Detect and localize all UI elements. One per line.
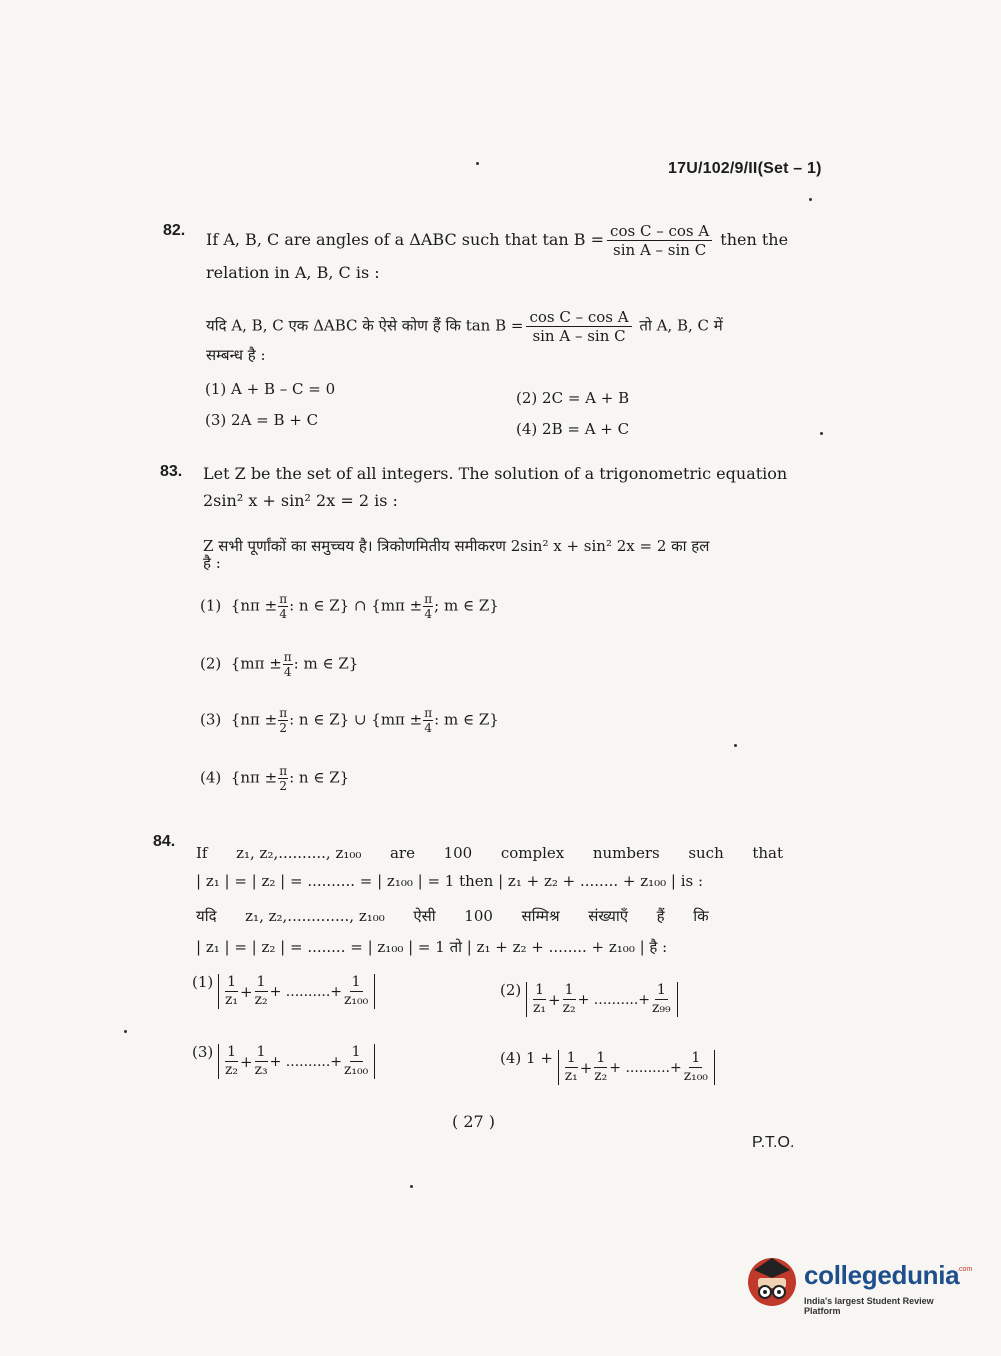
q83-hi-line1: Z सभी पूर्णांकों का समुच्चय है। त्रिकोणमितीय समीकरण 2sin² x + sin² 2x = 2 का हल — [203, 537, 710, 555]
option-text: 2B = A + C — [542, 420, 630, 438]
ellipsis: + ..........+ — [609, 1059, 682, 1076]
question-82-hindi — [206, 308, 723, 345]
q82-option-4 — [516, 420, 629, 438]
option-label: (4) — [516, 420, 538, 438]
brand-tagline: India's largest Student Review Platform — [804, 1296, 934, 1316]
pi-over-4 — [278, 592, 288, 621]
fraction — [225, 974, 238, 1009]
denominator: 4 — [424, 607, 433, 621]
denominator: z₂ — [254, 992, 268, 1008]
denominator: z₁ — [564, 1068, 578, 1084]
numerator: 1 — [656, 982, 666, 998]
denominator: 2 — [279, 779, 287, 793]
denominator: 4 — [279, 607, 287, 621]
q84-option-2 — [500, 980, 678, 1017]
q82-en-end: then the — [720, 230, 789, 249]
option-label: (1) — [205, 380, 227, 398]
denominator: z₁₀₀ — [683, 1068, 708, 1084]
q83-hi-line2: है : — [203, 554, 221, 572]
option-label: (2) — [200, 654, 222, 673]
q83-option-3 — [200, 706, 499, 735]
plus-sign: + — [240, 982, 253, 1001]
page-number: ( 27 ) — [452, 1112, 496, 1131]
option-part: : n ∈ Z} ∩ {mπ ± — [289, 596, 423, 615]
option-label: (4) — [200, 768, 222, 787]
pi-over-4 — [283, 650, 293, 679]
option-part: : m ∈ Z} — [293, 654, 359, 673]
pi-over-4 — [423, 592, 433, 621]
ellipsis: + ..........+ — [577, 991, 651, 1008]
brand-dotcom: .com — [957, 1266, 973, 1273]
numerator: π — [424, 706, 433, 720]
numerator: π — [283, 650, 292, 664]
option-label: (2) — [500, 981, 522, 999]
denominator: z₂ — [594, 1068, 608, 1084]
option-part: {nπ ± — [230, 768, 278, 787]
collegedunia-logo — [744, 1252, 973, 1316]
numerator: π — [279, 592, 288, 606]
denominator: z₁₀₀ — [344, 992, 369, 1008]
q82-option-2 — [516, 389, 629, 407]
q82-fraction — [607, 222, 712, 259]
numerator: 1 — [564, 982, 574, 998]
option-label: (4) — [500, 1049, 522, 1067]
pi-over-4 — [423, 706, 433, 735]
paper-code: 17U/102/9/II(Set – 1) — [668, 160, 822, 177]
q84-en-line1: If z₁, z₂,.........., z₁₀₀ are 100 complex numbers such that — [196, 844, 784, 862]
denominator: z₁ — [533, 1000, 547, 1016]
q84-option-1 — [192, 972, 375, 1009]
q83-option-2 — [200, 650, 358, 679]
modulus-expression — [218, 1044, 375, 1079]
scan-speck — [809, 198, 812, 201]
option-label: (1) — [192, 973, 214, 991]
question-number: 84. — [153, 833, 176, 850]
fraction — [652, 982, 671, 1017]
numerator: 1 — [351, 1044, 361, 1060]
option-text: 2A = B + C — [231, 411, 319, 429]
plus-sign: + — [579, 1058, 593, 1077]
q82-en-start: If A, B, C are angles of a ΔABC such that tan B = — [206, 230, 605, 249]
denominator: z₉₉ — [652, 1000, 671, 1016]
q82-en-line2: relation in A, B, C is : — [206, 263, 380, 282]
option-label: (3) — [205, 411, 227, 429]
q83-en-line1: Let Z be the set of all integers. The solution of a trigonometric equation — [203, 464, 788, 483]
numerator: 1 — [256, 1044, 266, 1060]
q82-hi-end: तो A, B, C में — [639, 316, 723, 335]
option-part: : n ∈ Z} — [289, 768, 350, 787]
scan-speck — [410, 1185, 413, 1188]
q84-hi-line1: यदि z₁, z₂,............., z₁₀₀ ऐसी 100 सम्मिश्र संख्याएँ हैं कि — [196, 907, 709, 925]
fraction — [344, 1044, 368, 1079]
scan-speck — [476, 162, 479, 165]
option-text: A + B – C = 0 — [231, 380, 336, 398]
q83-option-4 — [200, 764, 349, 793]
denominator: 2 — [279, 721, 287, 735]
ellipsis: + ..........+ — [269, 983, 343, 1000]
question-82-text — [206, 222, 788, 259]
q82-hi-start: यदि A, B, C एक ΔABC के ऐसे कोण हैं कि tan B = — [206, 316, 524, 335]
modulus-expression — [218, 974, 375, 1009]
numerator: π — [424, 592, 433, 606]
modulus-expression — [526, 982, 678, 1017]
question-number: 82. — [163, 222, 186, 239]
denominator: z₃ — [254, 1062, 268, 1078]
numerator: 1 — [596, 1050, 606, 1066]
denominator: 4 — [424, 721, 433, 735]
denominator: z₁₀₀ — [344, 1062, 369, 1078]
numerator: 1 — [256, 974, 266, 990]
denominator: z₂ — [225, 1062, 239, 1078]
numerator: 1 — [227, 974, 236, 990]
pi-over-2 — [278, 764, 288, 793]
denominator: z₂ — [562, 1000, 576, 1016]
plus-sign: + — [548, 990, 561, 1009]
option-part: {nπ ± — [230, 710, 278, 729]
q82-option-1 — [205, 380, 335, 398]
q83-en-line2: 2sin² x + sin² 2x = 2 is : — [203, 491, 398, 510]
q82-hi-denominator: sin A – sin C — [532, 327, 626, 345]
scan-speck — [734, 744, 737, 747]
q82-numerator: cos C – cos A — [607, 222, 712, 241]
numerator: π — [279, 706, 288, 720]
plus-sign: + — [240, 1052, 253, 1071]
pi-over-2 — [278, 706, 288, 735]
q82-hi-fraction — [526, 308, 631, 345]
q84-en-line2: | z₁ | = | z₂ | = .......... = | z₁₀₀ | = 1 then | z₁ + z₂ + ........ + z₁₀₀ | is : — [196, 872, 704, 890]
q82-option-3 — [205, 411, 318, 429]
option-part: : m ∈ Z} — [434, 710, 499, 729]
option-part: {mπ ± — [230, 654, 282, 673]
question-number: 83. — [160, 463, 183, 480]
ellipsis: + ..........+ — [269, 1053, 343, 1070]
fraction — [225, 1044, 238, 1079]
option-part: ; m ∈ Z} — [434, 596, 499, 615]
fraction — [533, 982, 546, 1017]
option-text: 2C = A + B — [542, 389, 630, 407]
q84-hi-line2: | z₁ | = | z₂ | = ........ = | z₁₀₀ | = 1 तो | z₁ + z₂ + ........ + z₁₀₀ | है : — [196, 938, 668, 956]
option-label: (1) — [200, 596, 222, 615]
denominator: z₁ — [225, 992, 239, 1008]
q84-option-3 — [192, 1042, 375, 1079]
option-label: (3) — [192, 1043, 214, 1061]
numerator: 1 — [351, 974, 361, 990]
modulus-expression — [558, 1050, 715, 1085]
option-prefix: 1 + — [526, 1049, 553, 1067]
mascot-icon — [744, 1252, 800, 1308]
q83-option-1 — [200, 592, 499, 621]
fraction — [594, 1050, 607, 1085]
fraction — [563, 982, 576, 1017]
numerator: 1 — [566, 1050, 576, 1066]
numerator: 1 — [691, 1050, 701, 1066]
option-label: (2) — [516, 389, 538, 407]
pto-label: P.T.O. — [752, 1134, 795, 1151]
option-label: (3) — [200, 710, 222, 729]
option-part: {nπ ± — [230, 596, 278, 615]
fraction — [344, 974, 368, 1009]
option-part: : n ∈ Z} ∪ {mπ ± — [289, 710, 423, 729]
numerator: 1 — [535, 982, 544, 998]
q82-hi-line2: सम्बन्ध है : — [206, 346, 266, 364]
numerator: 1 — [227, 1044, 236, 1060]
brand-name: collegedunia — [804, 1260, 960, 1290]
numerator: π — [279, 764, 288, 778]
scan-speck — [820, 432, 823, 435]
scan-speck — [124, 1030, 127, 1033]
q82-denominator: sin A – sin C — [613, 241, 707, 259]
q84-option-4 — [500, 1048, 715, 1085]
denominator: 4 — [283, 665, 292, 679]
fraction — [255, 1044, 268, 1079]
fraction — [565, 1050, 578, 1085]
fraction — [684, 1050, 708, 1085]
q82-hi-numerator: cos C – cos A — [526, 308, 631, 327]
fraction — [255, 974, 268, 1009]
